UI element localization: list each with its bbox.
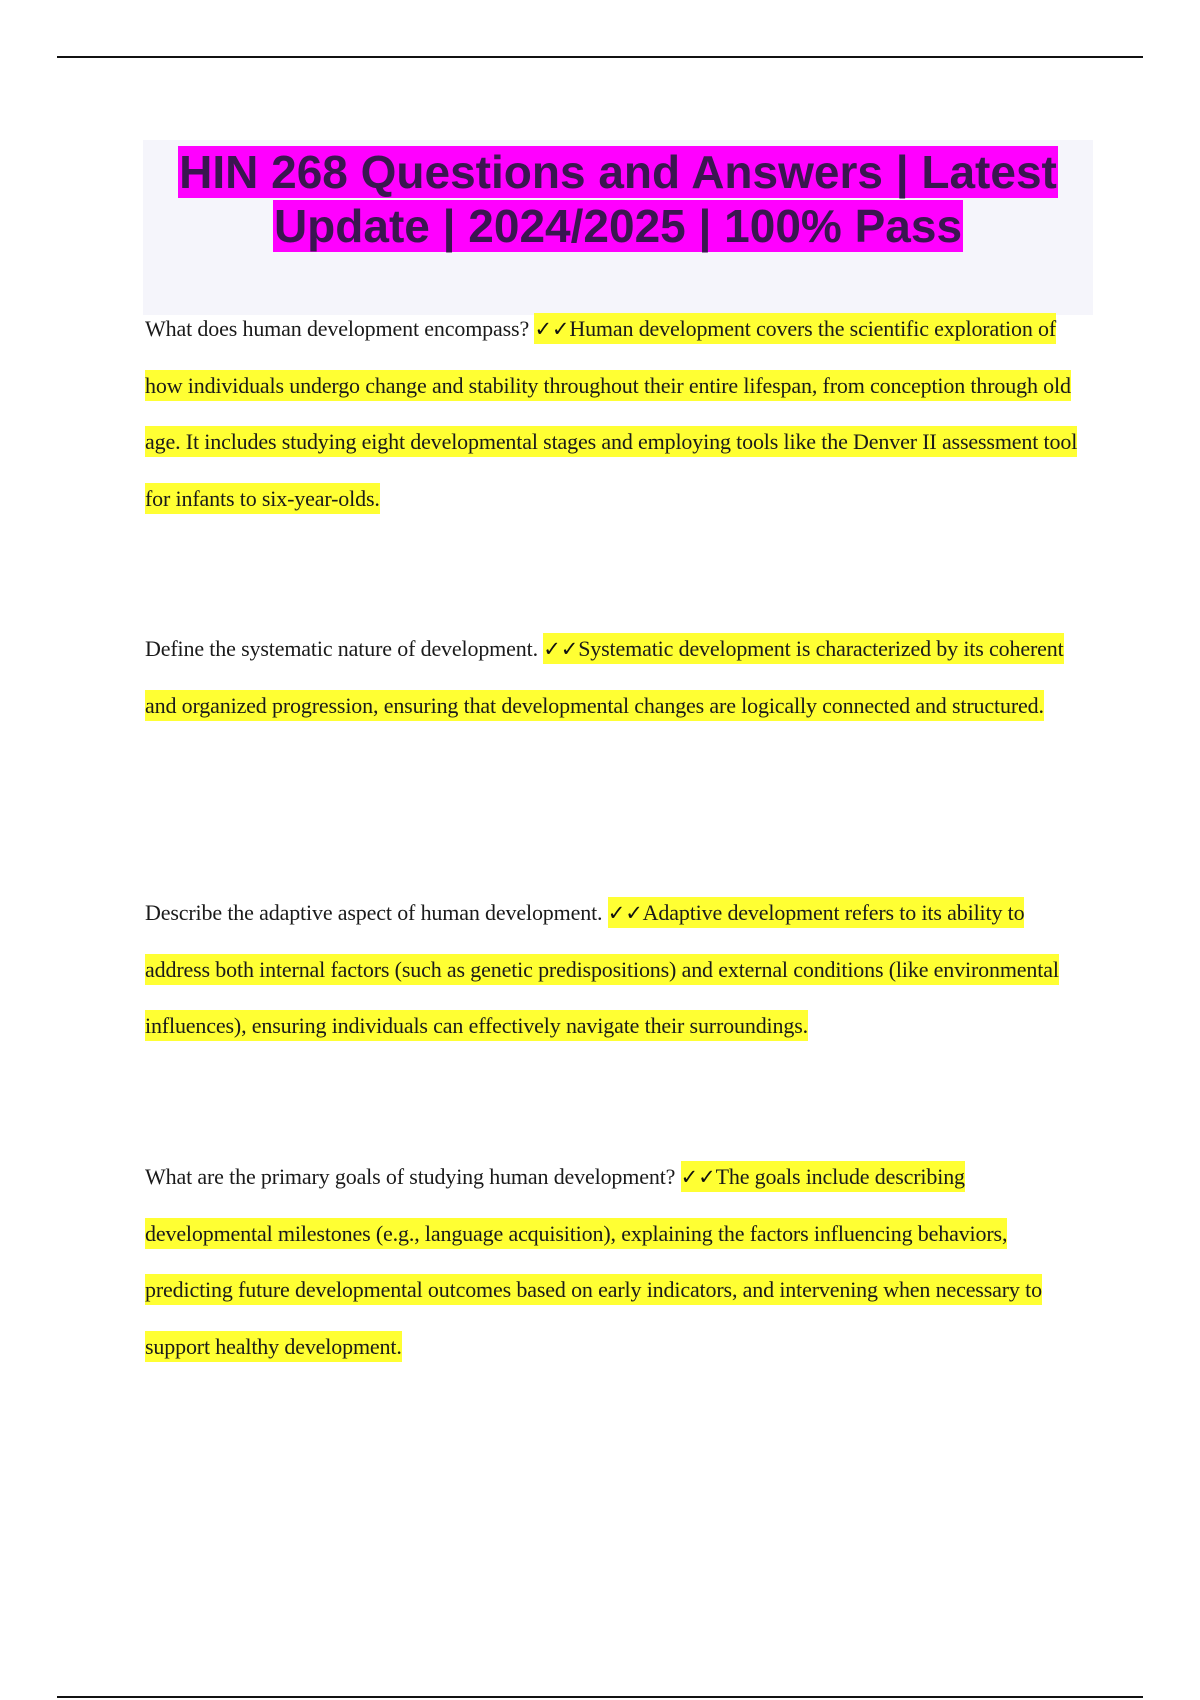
document-title-text: HIN 268 Questions and Answers | Latest Update | 2024/2025 | 100% Pass	[179, 146, 1057, 252]
answer-highlight	[145, 313, 1077, 514]
answer-text: Adaptive development refers to its ability to address both internal factors (such as genetic predispositions) and external conditions (like environmental influences), ensuring individuals can effectively navigate their surroundings.	[145, 900, 1059, 1038]
answer-text: Systematic development is characterized by its coherent and organized progression, ensuring that developmental changes are logically connected and structured.	[145, 636, 1064, 718]
answer-highlight	[145, 1161, 1042, 1362]
question-text: What does human development encompass?	[145, 316, 530, 341]
bottom-rule	[57, 1696, 1143, 1698]
qa-item-2	[145, 621, 1085, 734]
question-text: Describe the adaptive aspect of human development.	[145, 900, 603, 925]
question-text: What are the primary goals of studying human development?	[145, 1164, 676, 1189]
double-check-icon: ✓✓	[680, 1165, 716, 1189]
document-title	[150, 145, 1086, 253]
top-rule	[57, 56, 1143, 58]
double-check-icon: ✓✓	[534, 317, 570, 341]
question-text: Define the systematic nature of development.	[145, 636, 538, 661]
double-check-icon: ✓✓	[543, 637, 579, 661]
answer-text: Human development covers the scientific exploration of how individuals undergo change and stability throughout their entire lifespan, from conception through old age. It includes studying eight developmental stages and employing tools like the Denver II assessment tool for infants to six-year-olds.	[145, 316, 1078, 511]
qa-item-3	[145, 885, 1085, 1055]
qa-item-1	[145, 301, 1085, 527]
double-check-icon: ✓✓	[607, 901, 643, 925]
answer-text: The goals include describing developmental milestones (e.g., language acquisition), explaining the factors influencing behaviors, predicting future developmental outcomes based on early indicators, and intervening when necessary to support healthy development.	[145, 1164, 1042, 1359]
qa-item-4	[145, 1149, 1085, 1375]
